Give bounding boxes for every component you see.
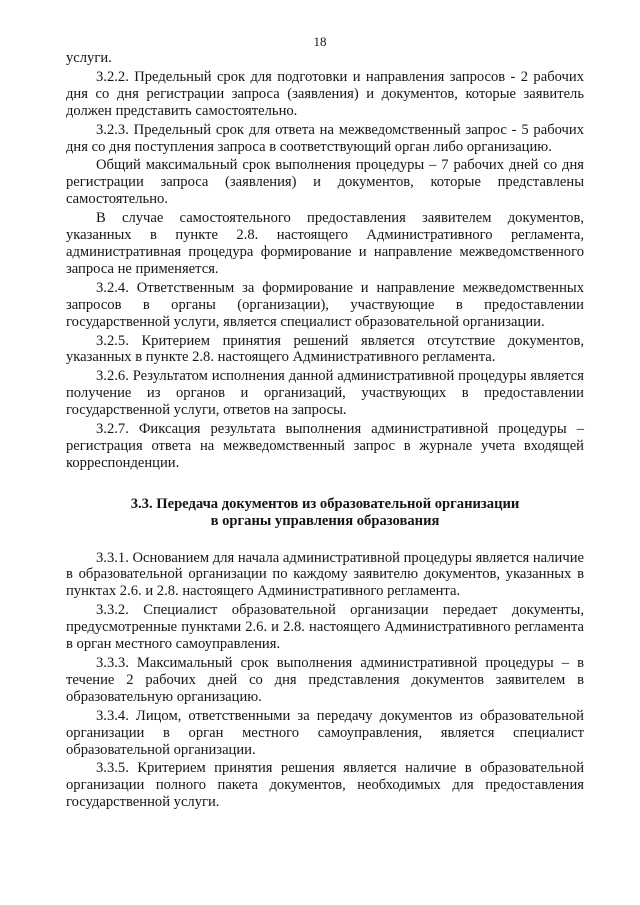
page-number: 18 — [313, 34, 327, 49]
paragraph-3-2-6: 3.2.6. Результатом исполнения данной административной процедуры является получение из органов и организаций, участвующих в предоставлении государственной услуги, ответов на запросы. — [66, 368, 584, 419]
paragraph-3-3-5: 3.3.5. Критерием принятия решения является наличие в образовательной организации полного пакета документов, необходимых для предоставления государственной услуги. — [66, 760, 584, 811]
section-heading — [66, 496, 584, 530]
paragraph-3-3-3: 3.3.3. Максимальный срок выполнения административной процедуры – в течение 2 рабочих дней со дня представления документов заявителем в образовательную организацию. — [66, 655, 584, 705]
paragraph-total-term: Общий максимальный срок выполнения процедуры – 7 рабочих дней со дня регистрации запроса (заявления) и документов, которые представлены самостоятельно. — [66, 157, 584, 208]
paragraph-3-3-4: 3.3.4. Лицом, ответственными за передачу документов из образовательной организации в орган местного самоуправления, является специалист образовательной организации. — [66, 707, 584, 758]
paragraph-3-2-5: 3.2.5. Критерием принятия решений является отсутствие документов, указанных в пункте 2.8. настоящего Административного регламента. — [66, 332, 584, 366]
section-heading-line-2: в органы управления образования — [210, 512, 440, 529]
document-body — [66, 50, 584, 811]
paragraph-3-2-4: 3.2.4. Ответственным за формирование и направление межведомственных запросов в органы (организации), участвующие в предоставлении государственной услуги, является специалист образовательной организации. — [66, 279, 584, 330]
paragraph: услуги. — [66, 50, 112, 66]
paragraph-self-provided: В случае самостоятельного предоставления заявителем документов, указанных в пункте 2.8. настоящего Административного регламента, административная процедура формирование и направление межведомственного запроса не применяется. — [66, 210, 584, 277]
paragraph-3-2-3: 3.2.3. Предельный срок для ответа на межведомственный запрос - 5 рабочих дня со дня поступления запроса в соответствующий орган либо организацию. — [66, 121, 584, 155]
paragraph-3-3-2: 3.3.2. Специалист образовательной организации передает документы, предусмотренные пунктами 2.6. и 2.8. настоящего Административного регламента в орган местного самоуправления. — [66, 602, 584, 653]
paragraph-3-2-7: 3.2.7. Фиксация результата выполнения административной процедуры – регистрация ответа на межведомственный запрос в журнале учета входящей корреспонденции. — [66, 421, 584, 471]
section-heading-line-1: 3.3. Передача документов из образовательной организации — [130, 495, 520, 512]
paragraph-3-3-1: 3.3.1. Основанием для начала административной процедуры является наличие в образовательной организации по каждому заявителю документов, указанных в пунктах 2.6. и 2.8. настоящего Административного регламента. — [66, 549, 584, 600]
paragraph-3-2-2: 3.2.2. Предельный срок для подготовки и направления запросов - 2 рабочих дня со дня регистрации запроса (заявления) и документов, которые заявитель должен представить самостоятельно. — [66, 68, 584, 119]
